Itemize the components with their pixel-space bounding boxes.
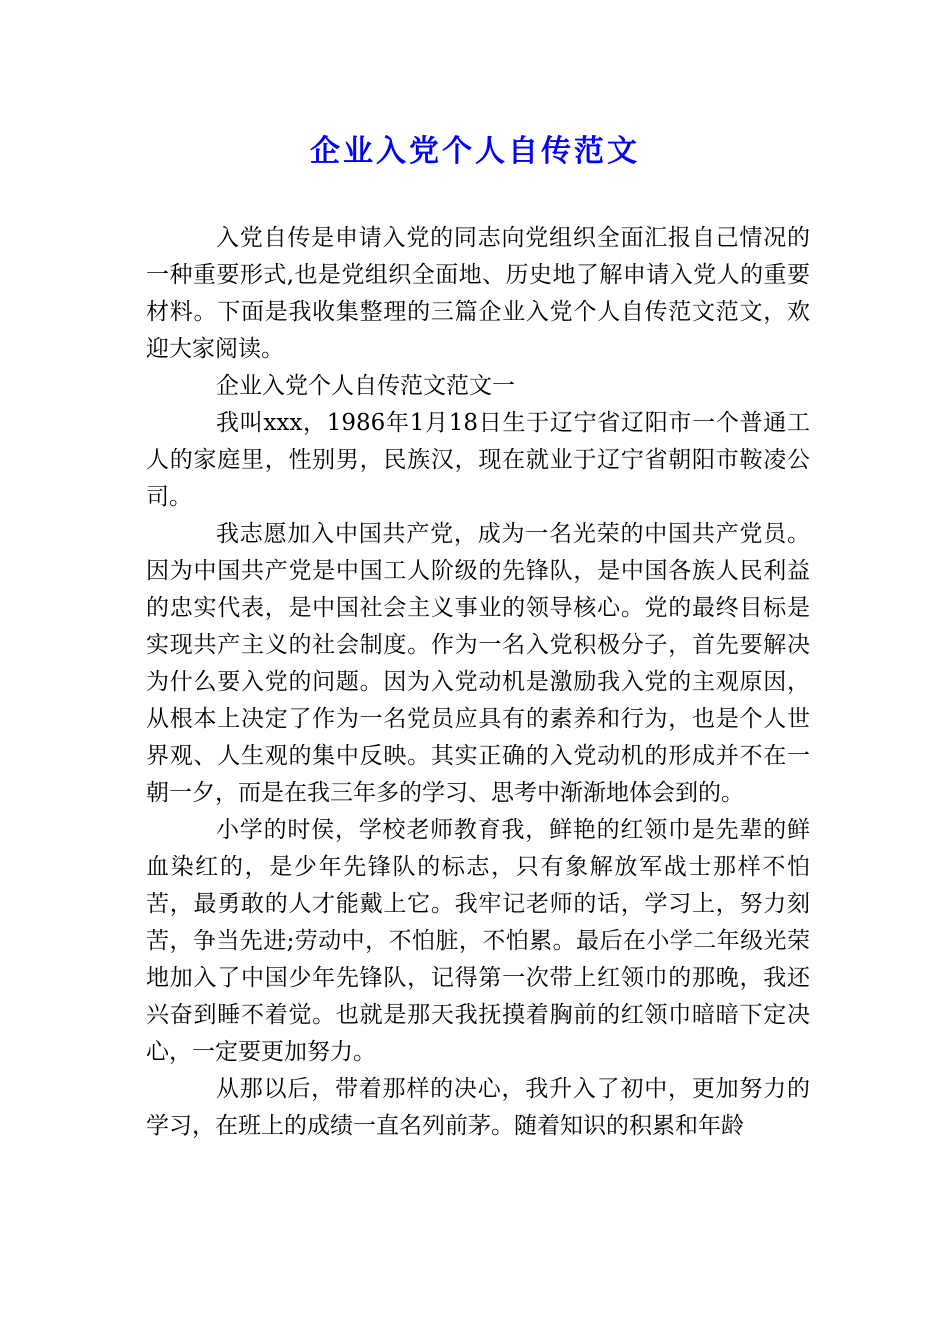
body-paragraph: 我叫xxx，1986年1月18日生于辽宁省辽阳市一个普通工人的家庭里，性别男，民族汉，现在就业于辽宁省朝阳市鞍凌公司。 xyxy=(146,410,810,510)
body-paragraph: 我志愿加入中国共产党，成为一名光荣的中国共产党员。因为中国共产党是中国工人阶级的先锋队，是中国各族人民利益的忠实代表，是中国社会主义事业的领导核心。党的最终目标是实现共产主义的社会制度。作为一名入党积极分子，首先要解决为什么要入党的问题。因为入党动机是激励我入党的主观原因，从根本上决定了作为一名党员应具有的素养和行为，也是个人世界观、人生观的集中反映。其实正确的入党动机的形成并不在一朝一夕，而是在我三年多的学习、思考中渐渐地体会到的。 xyxy=(146,521,810,806)
document-title: 企业入党个人自传范文 xyxy=(310,134,640,169)
body-paragraph: 从那以后，带着那样的决心，我升入了初中，更加努力的学习，在班上的成绩一直名列前茅。随着知识的积累和年龄 xyxy=(146,1076,810,1139)
intro-paragraph: 入党自传是申请入党的同志向党组织全面汇报自己情况的一种重要形式,也是党组织全面地、历史地了解申请入党人的重要材料。下面是我收集整理的三篇企业入党个人自传范文范文，欢迎大家阅读。 xyxy=(146,225,810,362)
body-paragraph: 小学的时侯，学校老师教育我，鲜艳的红领巾是先辈的鲜血染红的，是少年先锋队的标志，只有象解放军战士那样不怕苦，最勇敢的人才能戴上它。我牢记老师的话，学习上，努力刻苦，争当先进;劳动中，不怕脏，不怕累。最后在小学二年级光荣地加入了中国少年先锋队，记得第一次带上红领巾的那晚，我还兴奋到睡不着觉。也就是那天我抚摸着胸前的红领巾暗暗下定决心，一定要更加努力。 xyxy=(146,817,810,1065)
document-body xyxy=(146,220,810,1145)
section-heading: 企业入党个人自传范文范文一 xyxy=(216,373,515,399)
